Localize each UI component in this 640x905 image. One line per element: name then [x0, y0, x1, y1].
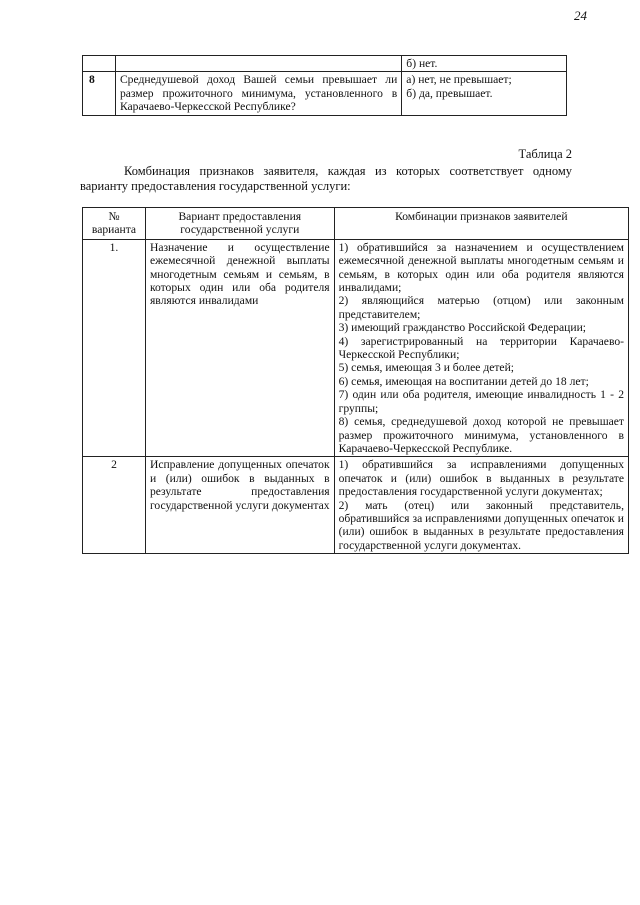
list-item: 2) мать (отец) или законный представитель, обратившийся за исправлениями допущенных опечаток и (или) ошибок в выданных в результате предоставления государственной услуги документах.	[338, 498, 624, 552]
list-item: 1) обратившийся за исправлениями допущенных опечаток и (или) ошибок в выданных в результате предоставления государственной услуги документах;	[338, 458, 624, 499]
question-number	[83, 56, 116, 72]
list-item: 2) являющийся матерью (отцом) или законным представителем;	[338, 294, 624, 321]
header-variant-number: № варианта	[83, 208, 146, 240]
list-item: 7) один или оба родителя, имеющие инвалидность 1 - 2 группы;	[338, 388, 624, 415]
intro-paragraph: Комбинация признаков заявителя, каждая из которых соответствует одному варианту предоставления государственной услуги:	[80, 164, 572, 193]
table-row	[83, 239, 629, 457]
answer-option-a: а) нет, не превышает;	[406, 73, 512, 87]
question-text: Среднедушевой доход Вашей семьи превышает ли размер прожиточного минимума, установленного в Карачаево-Черкесской Республике?	[115, 72, 401, 115]
list-item: 6) семья, имеющая на воспитании детей до 18 лет;	[338, 374, 589, 388]
answer-options	[402, 72, 567, 115]
variant-name: Назначение и осуществление ежемесячной денежной выплаты многодетным семьям и семьям, в которых один или оба родителя являются инвалидами	[145, 239, 334, 457]
list-item: 1) обратившийся за назначением и осуществлением ежемесячной денежной выплаты многодетным семьям и семьям, в которых один или оба родителя являются инвалидами;	[338, 240, 624, 295]
variants-table	[82, 207, 629, 554]
header-combinations: Комбинации признаков заявителей	[334, 208, 628, 240]
page-number: 24	[574, 8, 587, 23]
question-number: 8	[83, 72, 116, 115]
header-variant: Вариант предоставления государственной услуги	[145, 208, 334, 240]
combination-list	[334, 457, 628, 554]
table-header-row	[83, 208, 629, 240]
answer-option-b: б) да, превышает.	[406, 86, 493, 100]
table-caption: Таблица 2	[518, 147, 572, 161]
list-item: 4) зарегистрированный на территории Карачаево-Черкесской Республики;	[338, 334, 624, 362]
variant-name: Исправление допущенных опечаток и (или) ошибок в выданных в результате предоставления государственной услуги документах	[145, 457, 334, 554]
variant-number: 2	[83, 457, 146, 554]
variant-number: 1.	[83, 239, 146, 457]
answer-option: б) нет.	[402, 56, 567, 72]
table-row	[83, 56, 567, 72]
list-item: 3) имеющий гражданство Российской Федерации;	[338, 321, 587, 335]
combination-list	[334, 239, 628, 457]
questionnaire-table	[82, 55, 567, 116]
table-row	[83, 457, 629, 554]
table-row	[83, 72, 567, 115]
question-text	[115, 56, 401, 72]
list-item: 5) семья, имеющая 3 и более детей;	[338, 361, 515, 375]
list-item: 8) семья, среднедушевой доход которой не превышает размер прожиточного минимума, установленного в Карачаево-Черкесской Республике.	[338, 415, 624, 455]
